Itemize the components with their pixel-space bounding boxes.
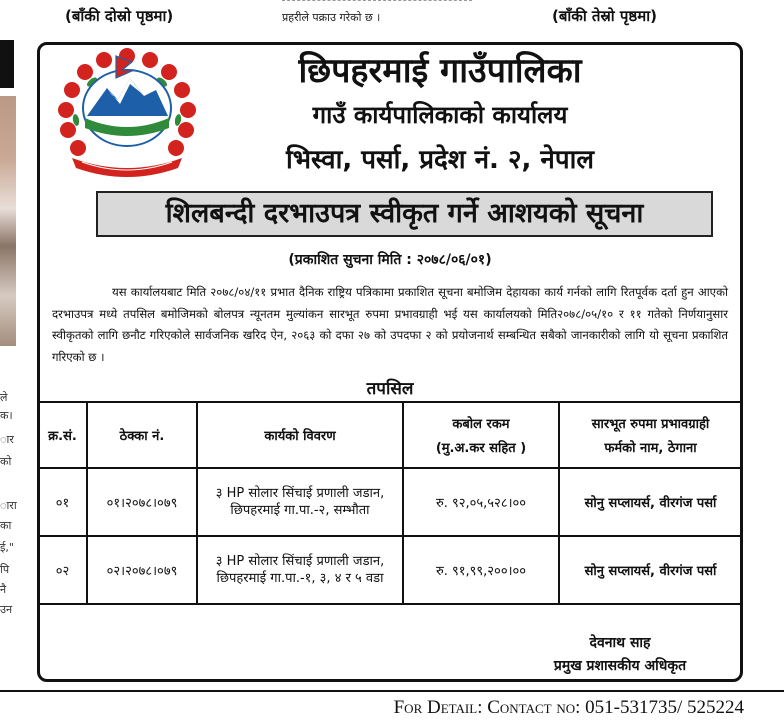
neighbor-text-fragment: को — [0, 455, 12, 468]
bottom-rule — [0, 690, 784, 692]
neighbor-text-fragment: नै — [0, 583, 7, 596]
published-date: (प्रकाशित सुचना मिति : २०७८/०६/०१) — [288, 252, 492, 268]
contract-table — [37, 401, 743, 605]
row-amount: रु. ९२,०५,५२८।०० — [403, 468, 559, 536]
neighbor-text-fragment: ई," — [0, 541, 14, 554]
row-contract-no: ०१।२०७८।०७९ — [87, 468, 197, 536]
municipality-name: छिपहरमाई गाउँपालिका — [298, 51, 582, 91]
continued-page-2-label: (बाँकी दोस्रो पृष्ठमा) — [65, 7, 174, 25]
header-amount-line2: (मु.अ.कर सहित ) — [435, 441, 527, 456]
notice-body-text: यस कार्यालयबाट मिति २०७८/०४/११ प्रभात दैनिक राष्ट्रिय पत्रिकामा प्रकाशित सूचना बमोजिम देहायका कार्य गर्नको लागि रितपूर्वक दर्ता हुन आएको दरभाउपत्र मध्ये तपसिल बमोजिमको बोलपत्र न्यूनतम मुल्यांकन सारभूत रुपमा प्रभावग्राही भई यस कार्यालयको मिति२०७८/०५/१० र ११ गतेको निर्णयानुसार स्वीकृतको लागि छनौट गरिएकोले सार्वजनिक खरिद ऐन, २०६३ को दफा २७ को उपदफा २ को प्रयोजनार्थ सम्बन्धित सबैको जानकारीको लागि यो सूचना प्रकाशित गरिएको छ । — [52, 285, 728, 364]
header-amount-line1: कबोल रकम — [452, 417, 510, 432]
signatory-name: देवनाथ साह — [589, 635, 651, 651]
table-header-row — [38, 402, 742, 468]
schedule-heading: तपसिल — [366, 379, 414, 399]
neighbor-text-fragment: उन — [0, 603, 13, 616]
header-firm-line1: सारभूत रुपमा प्रभावग्राही — [591, 417, 710, 432]
table-row — [38, 468, 742, 536]
header-contract-no: ठेक्का नं. — [87, 402, 197, 468]
neighbor-text-fragment: ारा — [0, 499, 17, 512]
signatory-title: प्रमुख प्रशासकीय अधिकृत — [553, 658, 687, 674]
office-address: भिस्वा, पर्सा, प्रदेश नं. २, नेपाल — [286, 145, 594, 175]
header-amount — [403, 402, 559, 468]
nepal-government-emblem-icon — [52, 46, 202, 178]
header-serial: क्र.सं. — [38, 402, 87, 468]
neighbor-text-fragment: का — [0, 519, 12, 532]
row-serial: ०२ — [38, 536, 87, 604]
top-dashed-line — [282, 0, 472, 2]
notice-title: शिलबन्दी दरभाउपत्र स्वीकृत गर्ने आशयको सूचना — [96, 191, 713, 237]
contact-line: For Detail: Contact no: 051-531735/ 525224 — [393, 697, 744, 718]
header-description: कार्यको विवरण — [197, 402, 403, 468]
row-contract-no: ०२।२०७८।०७९ — [87, 536, 197, 604]
previous-article-snippet: प्रहरीले पक्राउ गरेको छ । — [282, 11, 381, 24]
neighbor-column-text — [0, 40, 24, 640]
row-serial: ०१ — [38, 468, 87, 536]
notice-body — [52, 282, 728, 368]
neighbor-text-fragment: क। — [0, 409, 13, 422]
row-firm: सोनु सप्लायर्स, वीरगंज पर्सा — [559, 468, 742, 536]
neighbor-text-fragment: ले — [0, 391, 8, 404]
office-name: गाउँ कार्यपालिकाको कार्यालय — [312, 101, 568, 129]
neighbor-text-fragment: ार — [0, 433, 14, 446]
row-firm: सोनु सप्लायर्स, वीरगंज पर्सा — [559, 536, 742, 604]
row-description: ३ HP सोलार सिंचाई प्रणाली जडान, छिपहरमाई गा.पा.-१, ३, ४ र ५ वडा — [197, 536, 403, 604]
continued-page-3-label: (बाँकी तेस्रो पृष्ठमा) — [552, 7, 657, 25]
neighbor-text-fragment: पि — [0, 563, 10, 576]
row-description: ३ HP सोलार सिंचाई प्रणाली जडान, छिपहरमाई गा.पा.-२, सम्भौता — [197, 468, 403, 536]
row-amount: रु. ९१,९९,२००।०० — [403, 536, 559, 604]
header-firm-line2: फर्मको नाम, ठेगाना — [604, 441, 697, 456]
header-firm — [559, 402, 742, 468]
table-row — [38, 536, 742, 604]
